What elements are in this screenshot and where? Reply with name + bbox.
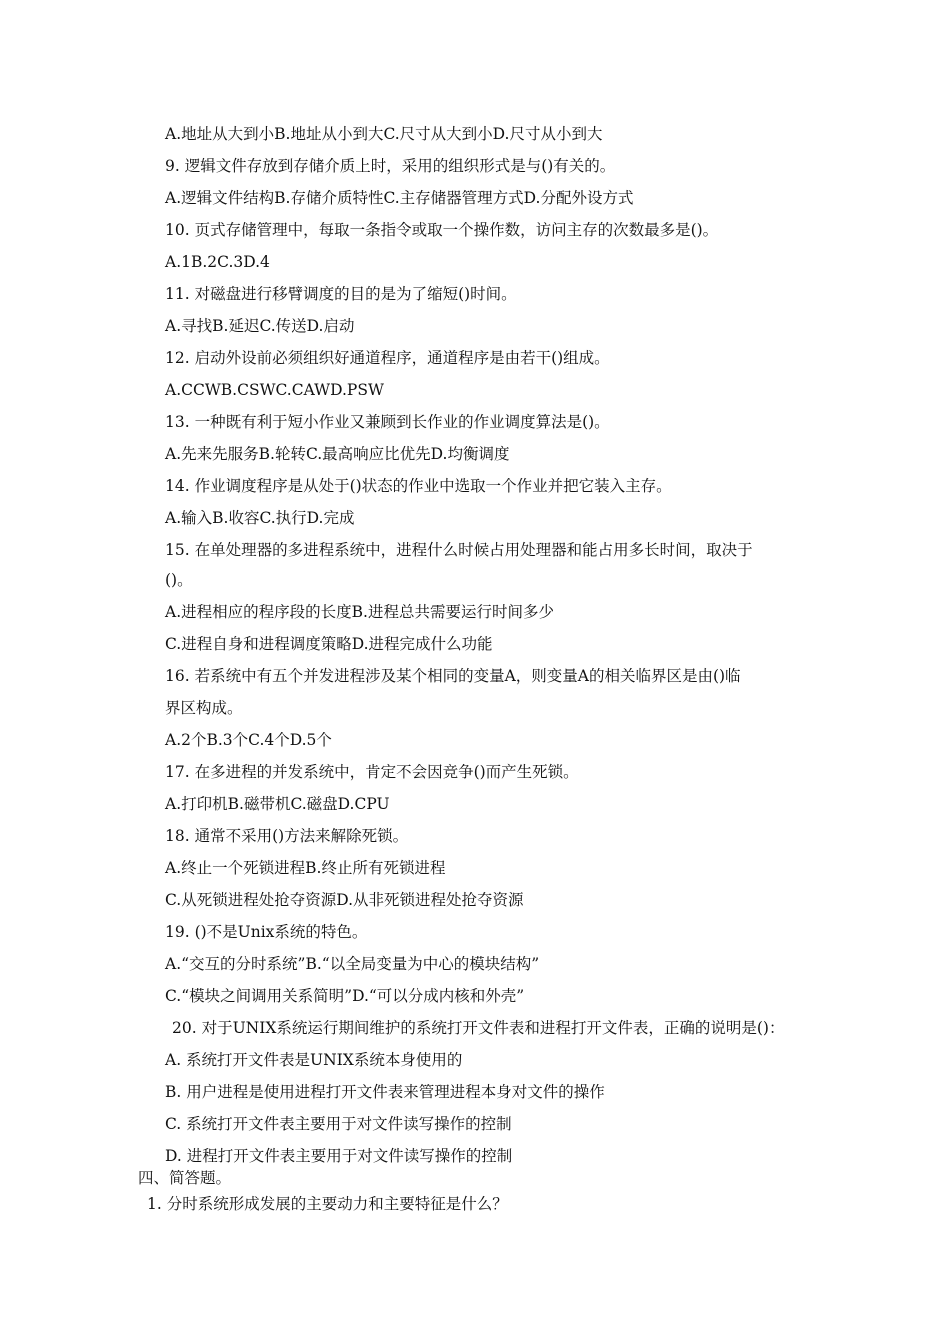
options-13: A.先来先服务B.轮转C.最高响应比优先D.均衡调度 bbox=[165, 445, 510, 463]
question-13: 13. 一种既有利于短小作业又兼顾到长作业的作业调度算法是()。 bbox=[165, 413, 610, 431]
options-14: A.输入B.收容C.执行D.完成 bbox=[165, 509, 355, 527]
question-19: 19. ()不是Unix系统的特色。 bbox=[165, 923, 368, 941]
question-18: 18. 通常不采用()方法来解除死锁。 bbox=[165, 827, 409, 845]
question-15: 15. 在单处理器的多进程系统中，进程什么时候占用处理器和能占用多长时间，取决于 bbox=[165, 541, 753, 559]
options-20c: C. 系统打开文件表主要用于对文件读写操作的控制 bbox=[165, 1115, 512, 1133]
question-14: 14. 作业调度程序是从处于()状态的作业中选取一个作业并把它装入主存。 bbox=[165, 477, 672, 495]
options-20d: D. 进程打开文件表主要用于对文件读写操作的控制 bbox=[165, 1147, 513, 1165]
text-line: A.地址从大到小B.地址从小到大C.尺寸从大到小D.尺寸从小到大 bbox=[165, 125, 603, 143]
options-11: A.寻找B.延迟C.传送D.启动 bbox=[165, 317, 355, 335]
options-20a: A. 系统打开文件表是UNIX系统本身使用的 bbox=[165, 1051, 463, 1069]
options-17: A.打印机B.磁带机C.磁盘D.CPU bbox=[165, 795, 390, 813]
options-18a: A.终止一个死锁进程B.终止所有死锁进程 bbox=[165, 859, 446, 877]
options-16: A.2个B.3个C.4个D.5个 bbox=[165, 731, 332, 749]
question-20: 20. 对于UNIX系统运行期间维护的系统打开文件表和进程打开文件表，正确的说明是()： bbox=[172, 1019, 785, 1037]
options-20b: B. 用户进程是使用进程打开文件表来管理进程本身对文件的操作 bbox=[165, 1083, 605, 1101]
options-18b: C.从死锁进程处抢夺资源D.从非死锁进程处抢夺资源 bbox=[165, 891, 524, 909]
section-heading: 四、简答题。 bbox=[138, 1169, 232, 1187]
options-19b: C.“模块之间调用关系简明”D.“可以分成内核和外壳” bbox=[165, 987, 525, 1005]
question-16-cont: 界区构成。 bbox=[165, 699, 243, 717]
question-17: 17. 在多进程的并发系统中，肯定不会因竞争()而产生死锁。 bbox=[165, 763, 579, 781]
options-15a: A.进程相应的程序段的长度B.进程总共需要运行时间多少 bbox=[165, 603, 554, 621]
question-16: 16. 若系统中有五个并发进程涉及某个相同的变量A，则变量A的相关临界区是由()临 bbox=[165, 667, 741, 685]
question-9: 9. 逻辑文件存放到存储介质上时，采用的组织形式是与()有关的。 bbox=[165, 157, 616, 175]
options-12: A.CCWB.CSWC.CAWD.PSW bbox=[165, 381, 384, 399]
options-15b: C.进程自身和进程调度策略D.进程完成什么功能 bbox=[165, 635, 493, 653]
question-11: 11. 对磁盘进行移臂调度的目的是为了缩短()时间。 bbox=[165, 285, 517, 303]
short-answer-question-1: 1. 分时系统形成发展的主要动力和主要特征是什么？ bbox=[147, 1195, 508, 1213]
options-9: A.逻辑文件结构B.存储介质特性C.主存储器管理方式D.分配外设方式 bbox=[165, 189, 634, 207]
options-10: A.1B.2C.3D.4 bbox=[165, 253, 270, 271]
question-10: 10. 页式存储管理中，每取一条指令或取一个操作数，访问主存的次数最多是()。 bbox=[165, 221, 719, 239]
question-12: 12. 启动外设前必须组织好通道程序，通道程序是由若干()组成。 bbox=[165, 349, 610, 367]
options-19a: A.“交互的分时系统”B.“以全局变量为中心的模块结构” bbox=[165, 955, 540, 973]
question-15-cont: ()。 bbox=[165, 571, 193, 589]
